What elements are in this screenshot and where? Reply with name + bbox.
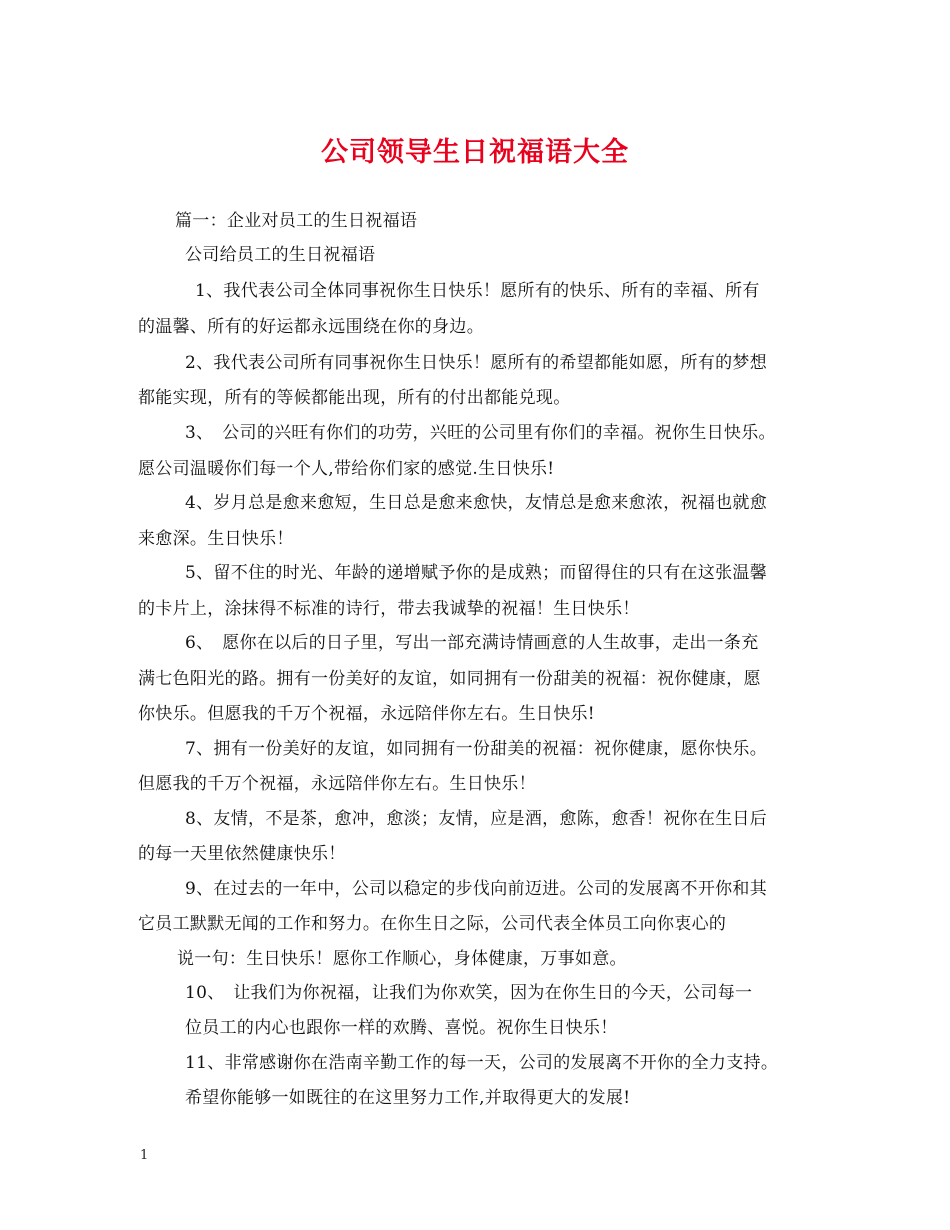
text-line: 满七色阳光的路。拥有一份美好的友谊，如同拥有一份甜美的祝福：祝你健康，愿 bbox=[138, 669, 761, 689]
text-line: 2、我代表公司所有同事祝你生日快乐！愿所有的希望都能如愿，所有的梦想 bbox=[185, 353, 768, 373]
text-line: 8、友情，不是茶，愈冲，愈淡；友情，应是酒，愈陈，愈香！祝你在生日后 bbox=[185, 809, 768, 829]
text-line: 但愿我的千万个祝福，永远陪伴你左右。生日快乐！ bbox=[138, 774, 536, 794]
text-line: 4、岁月总是愈来愈短，生日总是愈来愈快，友情总是愈来愈浓，祝福也就愈 bbox=[185, 493, 768, 513]
text-line: 来愈深。生日快乐！ bbox=[138, 529, 294, 549]
text-line: 9、在过去的一年中，公司以稳定的步伐向前迈进。公司的发展离不开你和其 bbox=[185, 879, 768, 899]
text-line: 篇一：企业对员工的生日祝福语 bbox=[175, 211, 418, 231]
text-line: 1、我代表公司全体同事祝你生日快乐！愿所有的快乐、所有的幸福、所有 bbox=[195, 281, 760, 301]
page-number: 1 bbox=[140, 1148, 149, 1163]
text-line: 3、 公司的兴旺有你们的功劳，兴旺的公司里有你们的幸福。祝你生日快乐。 bbox=[185, 423, 776, 443]
text-line: 位员工的内心也跟你一样的欢腾、喜悦。祝你生日快乐！ bbox=[185, 1018, 618, 1038]
text-line: 10、 让我们为你祝福，让我们为你欢笑，因为在你生日的今天，公司每一 bbox=[185, 983, 753, 1003]
text-line: 11、非常感谢你在浩南辛勤工作的每一天，公司的发展离不开你的全力支持。 bbox=[185, 1053, 779, 1073]
text-line: 6、 愿你在以后的日子里，写出一部充满诗情画意的人生故事，走出一条充 bbox=[185, 633, 759, 653]
text-line: 的温馨、所有的好运都永远围绕在你的身边。 bbox=[138, 317, 484, 337]
text-line: 的卡片上，涂抹得不标准的诗行，带去我诚挚的祝福！生日快乐！ bbox=[138, 599, 640, 619]
text-line: 公司给员工的生日祝福语 bbox=[185, 245, 376, 265]
text-line: 5、留不住的时光、年龄的递增赋予你的是成熟；而留得住的只有在这张温馨 bbox=[185, 563, 768, 583]
text-line: 都能实现，所有的等候都能出现，所有的付出都能兑现。 bbox=[138, 388, 571, 408]
text-line: 说一句：生日快乐！愿你工作顺心，身体健康，万事如意。 bbox=[177, 949, 627, 969]
text-line: 7、拥有一份美好的友谊，如同拥有一份甜美的祝福：祝你健康，愿你快乐。 bbox=[185, 739, 768, 759]
text-line: 你快乐。但愿我的千万个祝福，永远陪伴你左右。生日快乐! bbox=[138, 704, 595, 724]
document-title: 公司领导生日祝福语大全 bbox=[321, 137, 629, 168]
text-line: 愿公司温暖你们每一个人,带给你们家的感觉.生日快乐! bbox=[138, 459, 555, 479]
text-line: 希望你能够一如既往的在这里努力工作,并取得更大的发展! bbox=[185, 1088, 631, 1108]
text-line: 的每一天里依然健康快乐！ bbox=[138, 844, 346, 864]
text-line: 它员工默默无闻的工作和努力。在你生日之际，公司代表全体员工向你衷心的 bbox=[138, 914, 727, 934]
